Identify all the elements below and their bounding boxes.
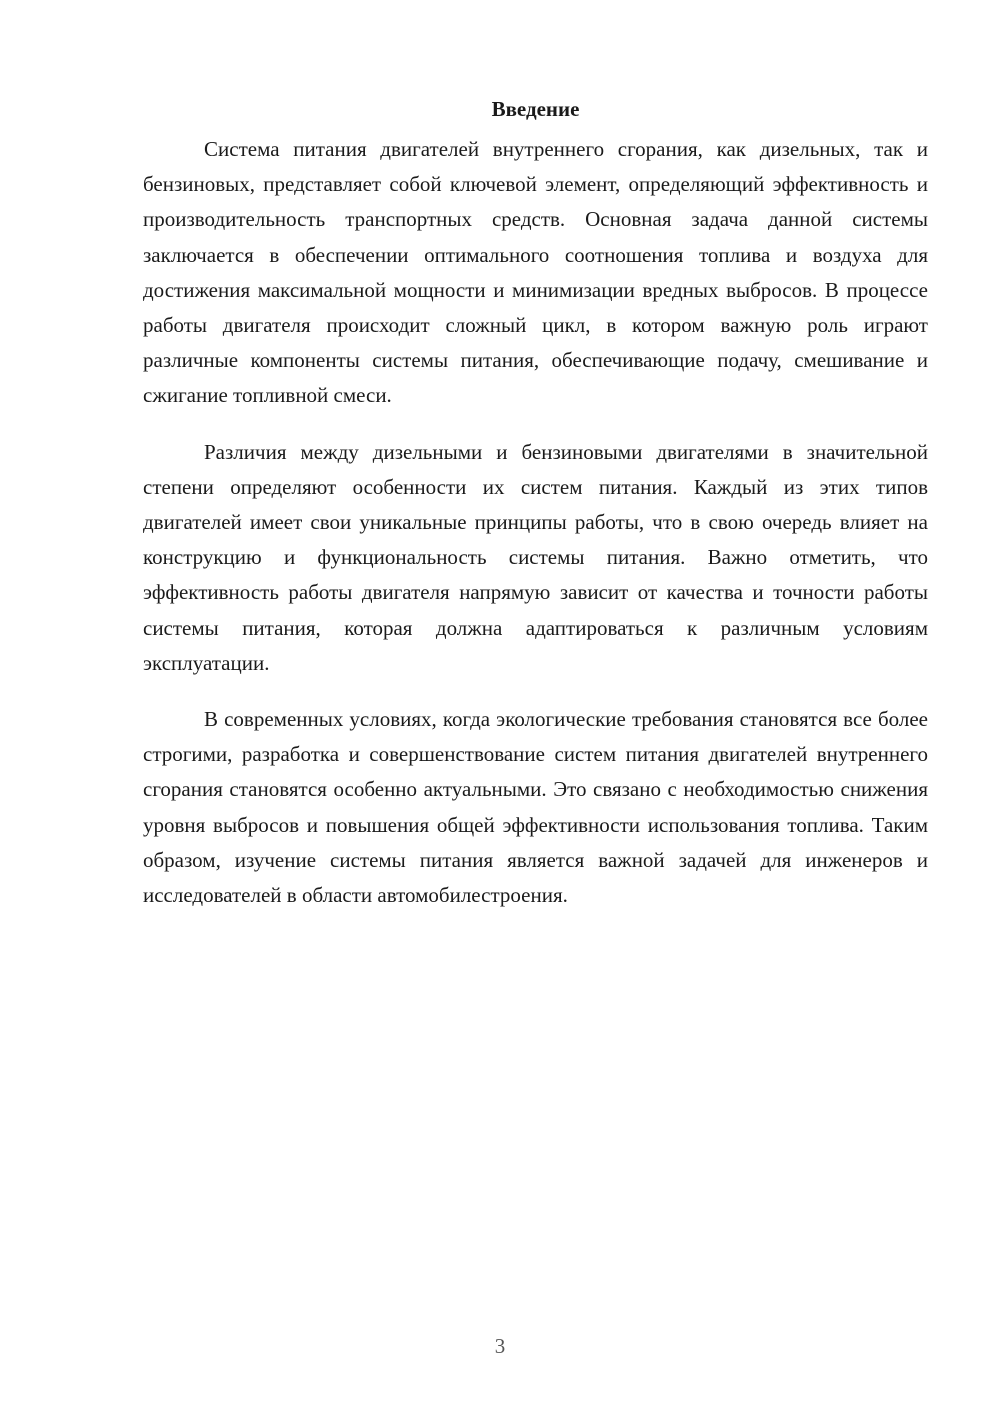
page-number: 3 (494, 1334, 506, 1358)
section-title: Введение (491, 97, 580, 121)
page-content (143, 92, 928, 913)
paragraph-3: В современных условиях, когда экологические требования становятся все более строгими, разработка и совершенствование систем питания двигателей внутреннего сгорания становятся особенно актуальными. Это связано с необходимостью снижения уровня выбросов и повышения общей эффективности использования топлива. Таким образом, изучение системы питания является важной задачей для инженеров и исследователей в области автомобилестроения. (143, 707, 928, 908)
paragraph-2: Различия между дизельными и бензиновыми двигателями в значительной степени определяют особенности их систем питания. Каждый из этих типов двигателей имеет свои уникальные принципы работы, что в свою очередь влияет на конструкцию и функциональность системы питания. Важно отметить, что эффективность работы двигателя напрямую зависит от качества и точности работы системы питания, которая должна адаптироваться к различным условиям эксплуатации. (143, 439, 928, 675)
paragraph-1: Система питания двигателей внутреннего сгорания, как дизельных, так и бензиновых, представляет собой ключевой элемент, определяющий эффективность и производительность транспортных средств. Основная задача данной системы заключается в обеспечении оптимального соотношения топлива и воздуха для достижения максимальной мощности и минимизации вредных выбросов. В процессе работы двигателя происходит сложный цикл, в котором важную роль играют различные компоненты системы питания, обеспечивающие подачу, смешивание и сжигание топливной смеси. (143, 137, 928, 408)
